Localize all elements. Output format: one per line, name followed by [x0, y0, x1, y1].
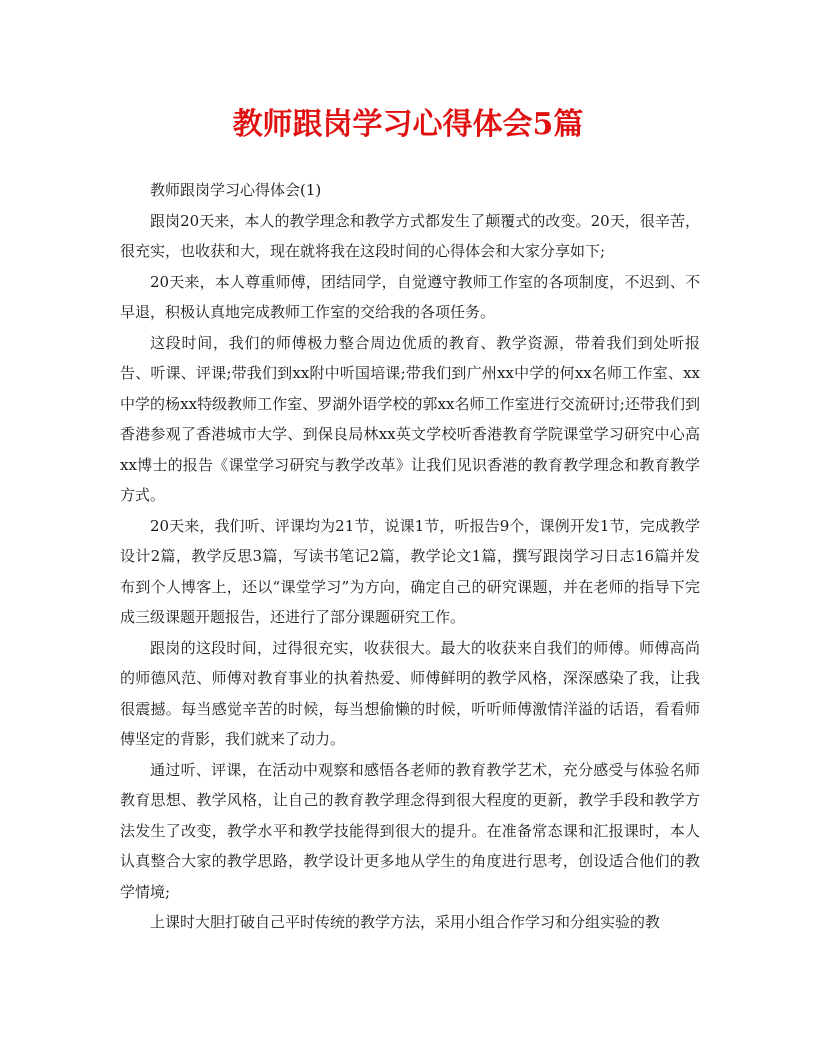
document-title: 教师跟岗学习心得体会5篇	[232, 107, 584, 142]
paragraph-7: 上课时大胆打破自己平时传统的教学方法，采用小组合作学习和分组实验的教	[150, 913, 661, 931]
paragraph-5: 跟岗的这段时间，过得很充实，收获很大。最大的收获来自我们的师傅。师傅高尚的师德风范、师傅对教育事业的执着热爱、师傅鲜明的教学风格，深深感染了我，让我很震撼。每当感觉辛苦的时候，每当想偷懒的时候，听听师傅激情洋溢的话语，看看师傅坚定的背影，我们就来了动力。	[120, 638, 700, 748]
paragraph-2: 20天来，本人尊重师傅，团结同学，自觉遵守教师工作室的各项制度，不迟到、不早退，积极认真地完成教师工作室的交给我的各项任务。	[120, 272, 700, 321]
paragraph-1: 跟岗20天来，本人的教学理念和教学方式都发生了颠覆式的改变。20天，很辛苦，很充实，也收获和大，现在就将我在这段时间的心得体会和大家分享如下;	[120, 211, 700, 260]
paragraph-4: 20天来，我们听、评课均为21节，说课1节，听报告9个，课例开发1节，完成教学设计2篇，教学反思3篇，写读书笔记2篇，教学论文1篇，撰写跟岗学习日志16篇并发布到个人博客上，还以“课堂学习”为方向，确定自己的研究课题，并在老师的指导下完成三级课题开题报告，还进行了部分课题研究工作。	[120, 516, 700, 626]
paragraph-3: 这段时间，我们的师傅极力整合周边优质的教育、教学资源，带着我们到处听报告、听课、评课;带我们到xx附中听国培课;带我们到广州xx中学的何xx名师工作室、xx中学的杨xx特级教师工作室、罗湖外语学校的郭xx名师工作室进行交流研讨;还带我们到香港参观了香港城市大学、到保良局林xx英文学校听香港教育学院课堂学习研究中心高xx博士的报告《课堂学习研究与教学改革》让我们见识香港的教育教学理念和教育教学方式。	[120, 333, 700, 504]
section-heading: 教师跟岗学习心得体会(1)	[150, 181, 322, 199]
paragraph-6: 通过听、评课，在活动中观察和感悟各老师的教育教学艺术，充分感受与体验名师教育思想、教学风格，让自己的教育教学理念得到很大程度的更新，教学手段和教学方法发生了改变，教学水平和教学技能得到很大的提升。在准备常态课和汇报课时，本人认真整合大家的教学思路，教学设计更多地从学生的角度进行思考，创设适合他们的教学情境;	[120, 760, 700, 901]
document-body	[120, 175, 700, 938]
